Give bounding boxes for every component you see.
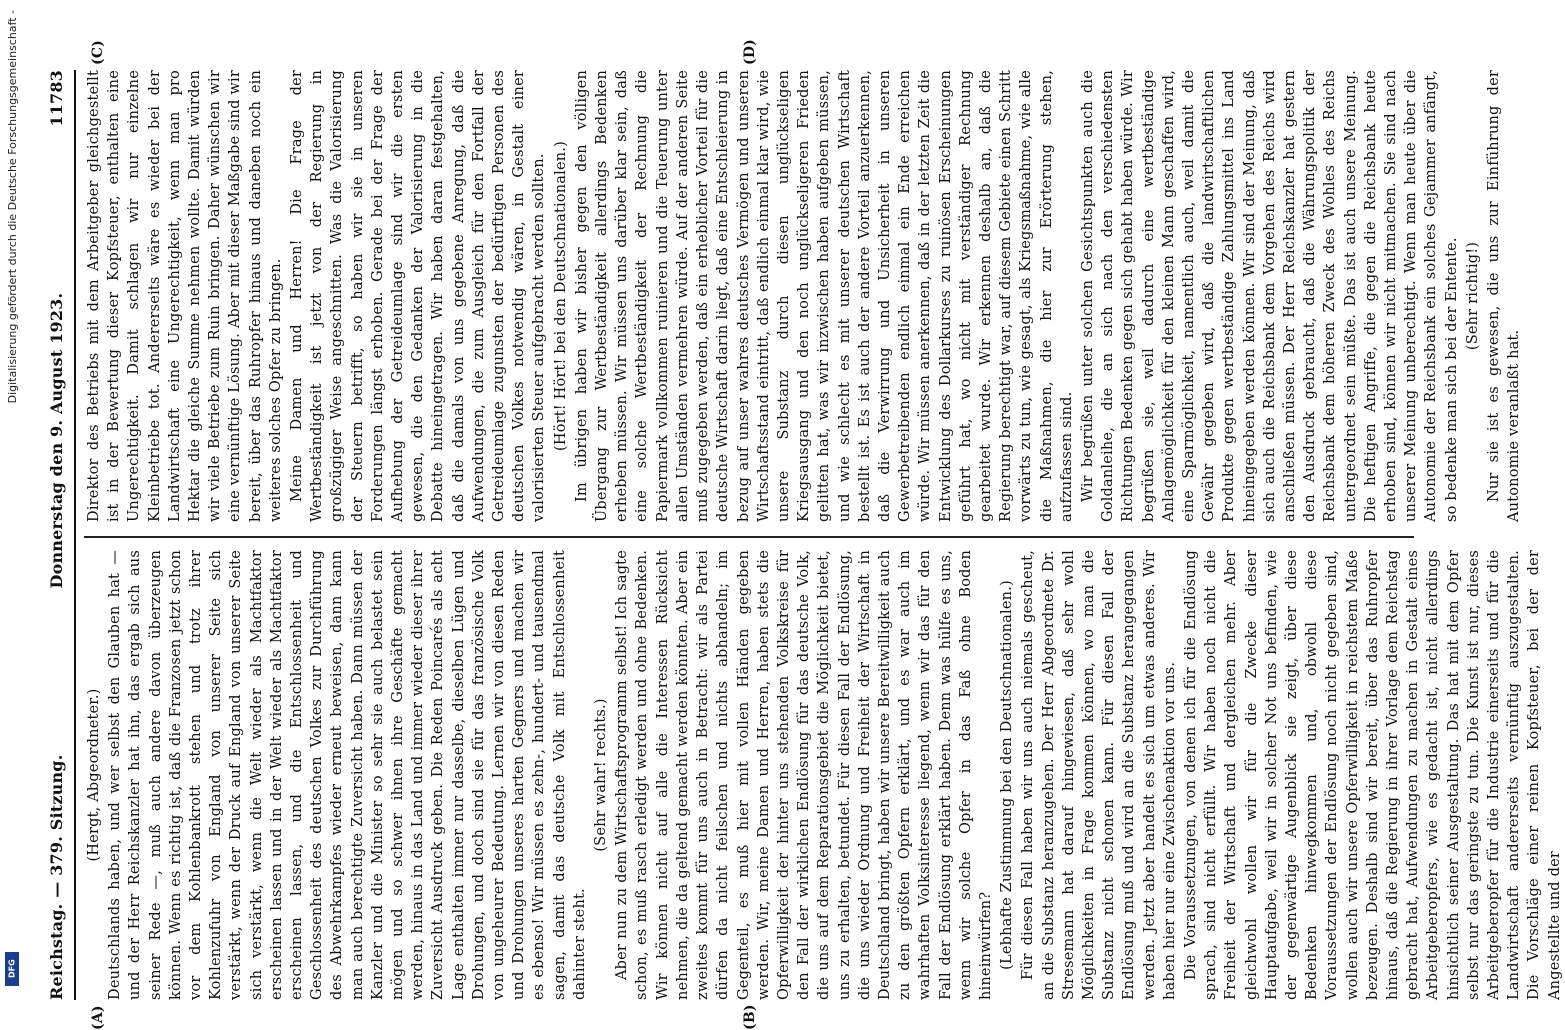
speaker-label: (Hergt, Abgeordneter.): [86, 688, 102, 862]
margin-mark-a: (A): [90, 1005, 106, 1030]
digitization-credit: Digitalisierung gefördert durch die Deutsche Forschungsgemeinschaft -: [5, 10, 19, 404]
margin-mark-d: (D): [742, 39, 758, 65]
paragraph: Deutschlands haben, und wer selbst den Glauben hat — und der Herr Reichskanzler hat ihn, das ergab sich aus seiner Rede —, muß auch andere davon überzeugen können. Wenn es richtig ist, daß die Franzosen jetzt schon vor dem Kohlenbankrott stehen und trotz ihrer Kohlenzufuhr von England von unserer Seite sich verstärkt, wenn der Druck auf England von unserer Seite sich verstärkt, wenn die Welt wieder als Machtfaktor erscheinen lassen und in der Welt wieder als Machtfaktor erscheinen lassen, und die Entschlossenheit und Geschlossenheit des deutschen Volkes zur Durchführung des Abwehrkampfes wieder erneut beweisen, dann kann man auch berechtigte Zuversicht haben. Dann müssen der Kanzler und die Minister so sehr sie auch belastet sein mögen und so schwer ihnen ihre Geschäfte gemacht werden, hinaus in das Land und immer wieder dieser ihrer Zuversicht Ausdruck geben. Die Reden Poincarés als acht Lage enthalten immer nur dasselbe, dieselben Lügen und Drohungen, und doch sind sie für das französische Volk von ungeheurer Bedeutung. Lernen wir von diesen Reden und Drohungen unseres harten Gegners und machen wir es ebenso! Wir müssen es zehn-, hundert- und tausendmal sagen, damit das deutsche Volk mit Entschlossenheit dahinter steht.: [107, 550, 588, 1000]
reaction: (Lebhafte Zustimmung bei den Deutschnationalen.): [999, 580, 1016, 970]
reaction: (Sehr richtig!): [1464, 241, 1481, 351]
page-header: [40, 70, 76, 1000]
column-divider: [84, 536, 1414, 538]
document-page: [40, 39, 1563, 1030]
right-column: [84, 70, 1523, 522]
paragraph: Wir begrüßen unter solchen Gesichtspunkten auch die Goldanleihe, die an sich nach den verschiedensten Richtungen Bedenken gegen sich gehabt haben würde. Wir begrüßen sie, weil dadurch eine wertbeständige Anlagemöglichkeit für den kleinen Mann geschaffen wird, eine Sparmöglichkeit, namentlich auch, weil damit die Gewähr gegeben wird, daß die landwirtschaftlichen Produkte gegen wertbeständige Zahlungsmittel ins Land hineingegeben werden können. Wir sind der Meinung, daß sich auch die Reichsbank dem Vorgehen des Reichs wird anschließen müssen. Der Herr Reichskanzler hat gestern den Ausdruck gebraucht, daß die Währungspolitik der Reichsbank dem höheren Zweck des Wohles des Reichs untergeordnet sein müßte. Das ist auch unsere Meinung. Die heftigen Angriffe, die gegen die Reichsbank heute erhoben sind, können wir nicht mitmachen. Sie sind nach unserer Meinung unberechtigt. Wenn man heute über die Autonomie der Reichsbank ein solches Gejammer anfängt, so bedenke man sich bei der Entente.: [1079, 70, 1460, 522]
paragraph: Die Voraussetzungen, von denen ich für die Endlösung sprach, sind nicht erfüllt. Wir haben noch nicht die Freiheit der Wirtschaft und dergleichen mehr. Aber gleichwohl wollen wir für die Zwecke dieser Hauptaufgabe, weil wir in solcher Not uns befinden, wie der gegenwärtige Augenblick sie zeigt, über diese Bedenken hinwegkommen und, obwohl diese Voraussetzungen der Endlösung noch nicht gegeben sind, wollen auch wir unsere Opferwilligkeit in reichstem Maße bezeugen. Deshalb sind wir bereit, über das Ruhropfer hinaus, daß die Regierung in ihrer Vorlage dem Reichstag gebracht hat, Aufwendungen zu machen in Gestalt eines Arbeitgeberopfers, wie es gedacht ist, nicht allerdings hinsichtlich seiner Ausgestaltung. Das hat mit dem Opfer selbst nur das geringste zu tun. Die Kunst ist nur, dieses Arbeitgeberopfer für die Industrie einerseits und für die Landwirtschaft andererseits vernünftig auszugestalten. Die Vorschläge einer reinen Kopfsteuer, bei der der Angestellte und der: [1182, 550, 1563, 1000]
paragraph: Im übrigen haben wir bisher gegen den völligen Übergang zur Wertbeständigkeit allerdings Bedenken erheben müssen. Wir müssen uns darüber klar sein, daß eine solche Wertbeständigkeit der Rechnung die Papiermark vollkommen ruinieren und die Teuerung unter allen Umständen vermehren würde. Auf der anderen Seite muß zugegeben werden, daß ein erheblicher Vorteil für die deutsche Wirtschaft darin liegt, daß eine Entschleierung in bezug auf unser wahres deutsches Vermögen und unseren Wirtschaftsstand eintritt, daß endlich einmal klar wird, wie unsere Substanz durch diesen unglückseligen Kriegsausgang und den noch unglückseligeren Frieden gelitten hat, was wir inzwischen haben aufgeben müssen, und wie schlecht es mit unserer deutschen Wirtschaft bestellt ist. Es ist auch der andere Vorteil anzuerkennen, daß die Verwirrung und Unsicherheit in unseren Gewerbetreibenden endlich einmal ein Ende erreichen würde. Wir müssen anerkennen, daß in der letzten Zeit die Entwicklung des Dollarkurses zu ruinösen Erscheinungen geführt hat, wo nicht mit verständiger Rechnung gearbeitet wurde. Wir erkennen deshalb an, daß die Regierung berechtigt war, auf diesem Gebiete einen Schritt vorwärts zu tun, wie gesagt, als Kriegsmaßnahme, wie alle die Maßnahmen, die hier zur Erörterung stehen, aufzufassen sind.: [573, 70, 1075, 522]
dfg-logo: DFG: [5, 952, 19, 986]
margin-mark-b: (B): [742, 1004, 758, 1030]
header-date: Donnerstag den 9. August 1923.: [46, 292, 66, 589]
paragraph: Aber nun zu dem Wirtschaftsprogramm selbst! Ich sagte schon, es muß rasch erledigt werden und ohne Bedenken. Wir können nicht auf alle die Interessen Rücksicht nehmen, die da geltend gemacht werden könnten. Aber ein zweites kommt für uns auch in Betracht: wir als Partei dürfen da nicht feilschen und nichts abhandeln; im Gegenteil, es muß hier mit vollen Händen gegeben werden. Wir, meine Damen und Herren, haben stets die Opferwilligkeit der hinter uns stehenden Volkskreise für den Fall der wirklichen Endlösung für das deutsche Volk, die uns auf dem Reparationsgebiet die Möglichkeit bietet, uns zu erhalten, betundet. Für diesen Fall der Endlösung, die uns wieder Ordnung und Freiheit der Wirtschaft in Deutschland bringt, haben wir unsere Bereitwilligkeit auch zu den größten Opfern erklärt, und es war auch im wahrhaften Volksinteresse liegend, wenn wir das für den Fall der Endlösung erklärt haben. Denn was hülfe es uns, wenn wir solche Opfer in das Faß ohne Boden hineinwürfen?: [614, 550, 994, 1000]
margin-mark-c: (C): [90, 40, 106, 65]
left-column: [84, 550, 1563, 1000]
paragraph: Direktor des Betriebs mit dem Arbeitgeber gleichgestellt ist in der Bewertung dieser Kopfsteuer, enthalten eine Ungerechtigkeit. Damit schlagen wir nur einzelne Kleinbetriebe tot. Andererseits wäre es wieder bei der Landwirtschaft eine Ungerechtigkeit, wenn man pro Hektar die gleiche Summe nehmen wollte. Damit würden wir viele Betriebe zum Ruin bringen. Daher wünschen wir eine vernünftige Lösung. Aber mit dieser Maßgabe sind wir bereit, über das Ruhropfer hinaus und daneben noch ein weiteres solches Opfer zu bringen.: [86, 70, 284, 522]
reaction: (Hört! Hört! bei den Deutschnationalen.): [552, 141, 569, 451]
paragraph: Nur sie ist es gewesen, die uns zur Einführung der Autonomie veranlaßt hat.: [1486, 70, 1523, 522]
paragraph: Meine Damen und Herren! Die Frage der Wertbeständigkeit ist jetzt von der Regierung in großzügiger Weise angeschnitten. Was die Valorisierung der Steuern betrifft, so haben wir sie in unseren Forderungen längst erhoben. Gerade bei der Frage der Aufhebung der Getreideumlage sind wir die ersten gewesen, die den Gedanken der Valorisierung in die Debatte hineingetragen. Wir haben daran festgehalten, daß die damals von uns gegebene Anregung, daß die Aufwendungen, die zum Ausgleich für den Fortfall der Getreideumlage zugunsten der bedürftigen Personen des deutschen Volkes notwendig wären, in Gestalt einer valorisierten Steuer aufgebracht werden sollten.: [289, 70, 548, 522]
page-number: 11783: [46, 70, 66, 127]
digitization-sidebar: [2, 0, 22, 1000]
reaction: (Sehr wahr! rechts.): [593, 698, 610, 852]
header-title: Reichstag. — 379. Sitzung.: [46, 754, 66, 1000]
paragraph: Für diesen Fall haben wir uns auch niemals gescheut, an die Substanz heranzugehen. Der Herr Abgeordnete Dr. Stresemann hat darauf hingewiesen, daß sehr wohl Möglichkeiten in Frage kommen können, wo man die Substanz nicht schonen kann. Für diesen Fall der Endlösung muß und wird an die Substanz herangegangen werden. Jetzt aber handelt es sich um etwas anderes. Wir haben hier nur eine Zwischenaktion vor uns.: [1020, 550, 1178, 1000]
